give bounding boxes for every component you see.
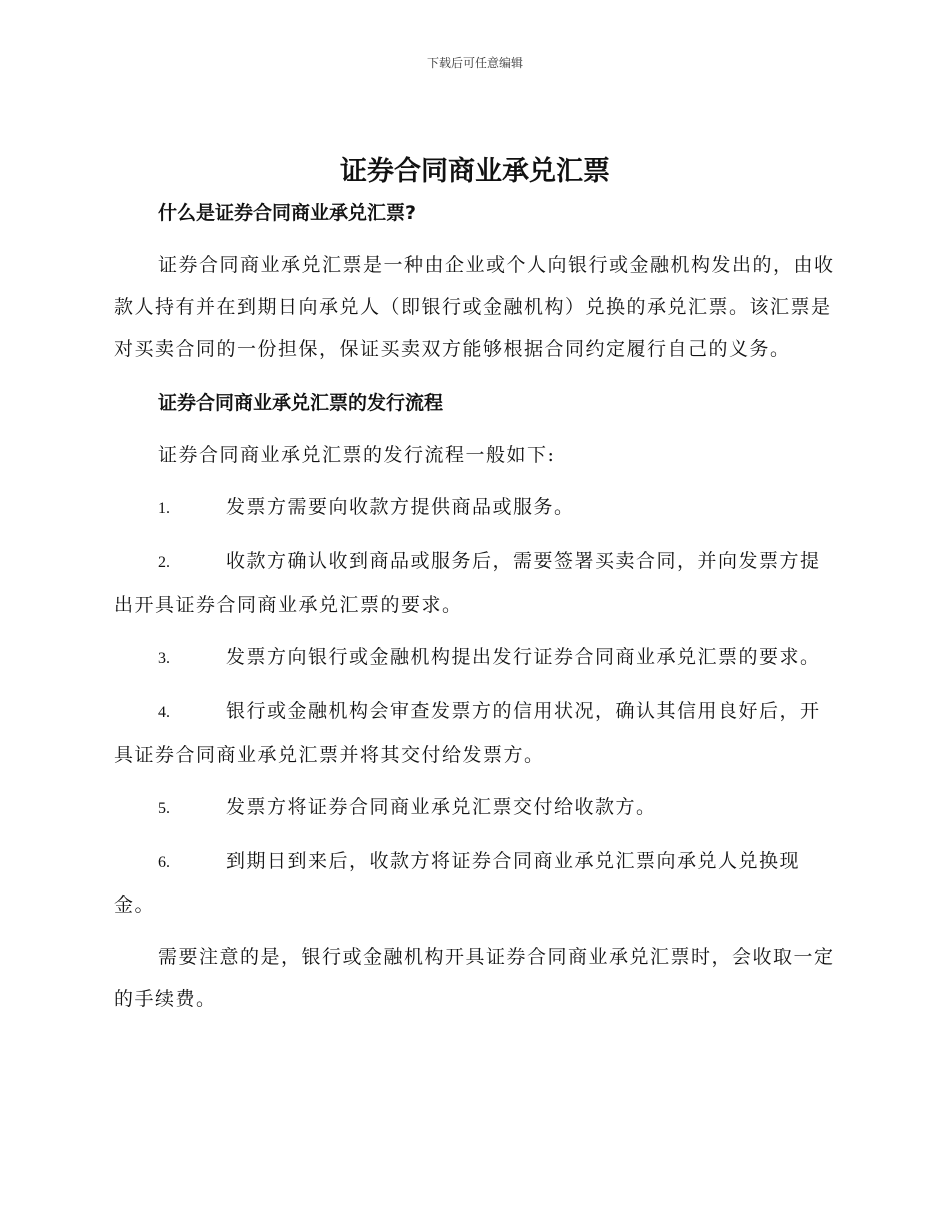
page-header-note: 下载后可任意编辑 <box>426 56 523 70</box>
process-intro-paragraph: 证券合同商业承兑汇票的发行流程一般如下: <box>158 444 556 466</box>
document-title: 证券合同商业承兑汇票 <box>340 156 610 187</box>
section-heading-issuance-process: 证券合同商业承兑汇票的发行流程 <box>158 392 444 414</box>
definition-paragraph: 证券合同商业承兑汇票是一种由企业或个人向银行或金融机构发出的，由收款人持有并在到期日向承兑人（即银行或金融机构）兑换的承兑汇票。该汇票是对买卖合同的一份担保，保证买卖双方能够根据合同约定履行自己的义务。 <box>114 254 835 360</box>
list-item-number: 5. <box>158 800 170 817</box>
list-item-number: 4. <box>158 704 170 721</box>
list-item <box>114 486 836 530</box>
list-item <box>114 786 836 830</box>
list-item <box>114 540 836 626</box>
document-body <box>114 192 836 1020</box>
list-item <box>114 636 836 680</box>
list-item-text: 收款方确认收到商品或服务后，需要签署买卖合同，并向发票方提出开具证券合同商业承兑汇票的要求。 <box>114 550 821 616</box>
list-item-number: 1. <box>158 500 170 517</box>
list-item-number: 2. <box>158 554 170 571</box>
fee-note-paragraph: 需要注意的是，银行或金融机构开具证券合同商业承兑汇票时，会收取一定的手续费。 <box>114 946 835 1010</box>
list-item-text: 银行或金融机构会审查发票方的信用状况，确认其信用良好后，开具证券合同商业承兑汇票并将其交付给发票方。 <box>114 700 821 766</box>
section-heading-what-is: 什么是证券合同商业承兑汇票? <box>158 202 417 224</box>
list-item-number: 3. <box>158 650 170 667</box>
list-item-number: 6. <box>158 854 170 871</box>
list-item <box>114 690 836 776</box>
list-item <box>114 840 836 926</box>
list-item-text: 到期日到来后，收款方将证券合同商业承兑汇票向承兑人兑换现金。 <box>114 850 801 916</box>
list-item-text: 发票方将证券合同商业承兑汇票交付给收款方。 <box>226 796 657 818</box>
list-item-text: 发票方向银行或金融机构提出发行证券合同商业承兑汇票的要求。 <box>226 646 821 668</box>
list-item-text: 发票方需要向收款方提供商品或服务。 <box>226 496 575 518</box>
